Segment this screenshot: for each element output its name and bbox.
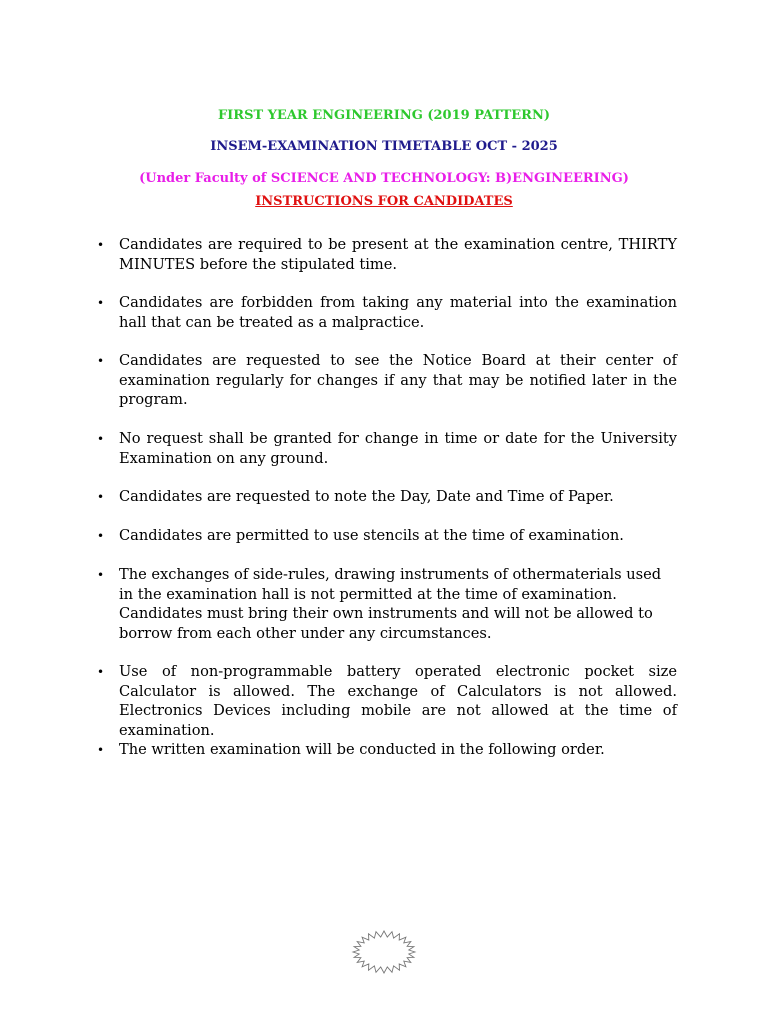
bullet-icon: • (97, 568, 105, 582)
bullet-icon: • (97, 529, 105, 543)
instruction-text: Candidates are requested to note the Day, Date and Time of Paper. (119, 488, 614, 505)
instruction-text: Candidates are permitted to use stencils at the time of examination. (119, 527, 624, 544)
heading-faculty: (Under Faculty of SCIENCE AND TECHNOLOGY: B)ENGINEERING) (139, 171, 629, 186)
instruction-text: Candidates are requested to see the Notice Board at their center of examination regularly for changes if any that may be notified later in the program. (119, 352, 677, 409)
heading-timetable-title: INSEM-EXAMINATION TIMETABLE OCT - 2025 (210, 139, 558, 154)
instruction-text: Use of non-programmable battery operated electronic pocket size Calculator is allowed. The exchange of Calculators is not allowed. Electronics Devices including mobile are not allowed at the time of examination. (119, 663, 677, 739)
bullet-icon: • (97, 432, 105, 446)
bullet-icon: • (97, 354, 105, 368)
bullet-icon: • (97, 296, 105, 310)
instruction-text: Candidates are required to be present at the examination centre, THIRTY MINUTES before the stipulated time. (119, 236, 677, 273)
heading-instructions: INSTRUCTIONS FOR CANDIDATES (255, 194, 513, 209)
instruction-text: No request shall be granted for change in time or date for the University Examination on any ground. (119, 430, 677, 467)
bullet-icon: • (97, 743, 105, 757)
instruction-text: The exchanges of side-rules, drawing instruments of othermaterials used in the examination hall is not permitted at the time of examination. Candidates must bring their own instruments and will not be allowed to borrow from each other under any circumstances. (119, 566, 662, 642)
starburst-seal-icon (351, 929, 417, 975)
instruction-text: Candidates are forbidden from taking any material into the examination hall that can be treated as a malpractice. (119, 294, 677, 331)
bullet-icon: • (97, 665, 105, 679)
bullet-icon: • (97, 490, 105, 504)
instruction-text: The written examination will be conducted in the following order. (119, 741, 605, 758)
bullet-icon: • (97, 238, 105, 252)
heading-course-title: FIRST YEAR ENGINEERING (2019 PATTERN) (217, 108, 551, 123)
